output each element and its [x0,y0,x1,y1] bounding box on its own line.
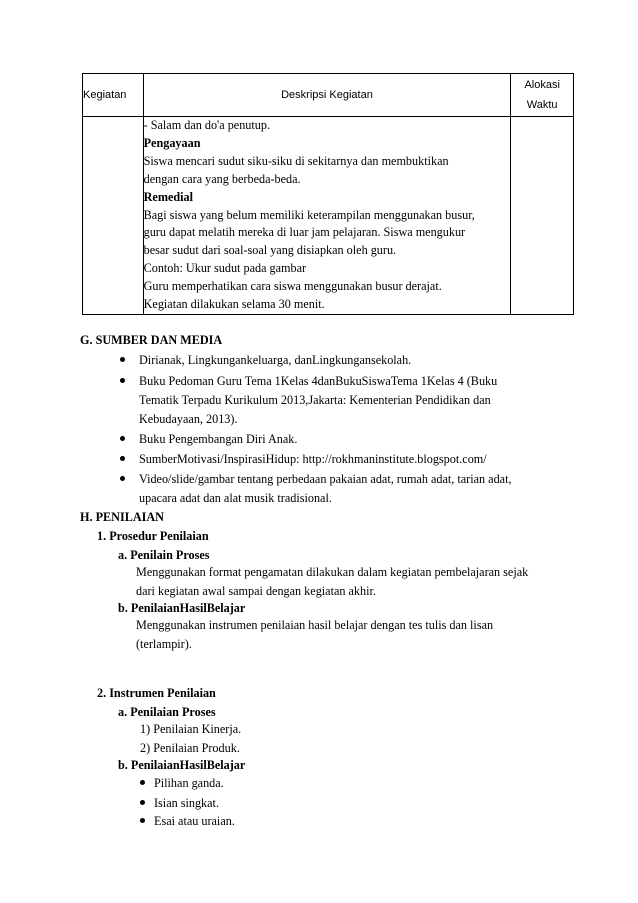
desc-heading-pengayaan: Pengayaan [143,135,201,150]
list-item-cont: Tematik Terpadu Kurikulum 2013,Jakarta: Kementerian Pendidikan dan [139,393,491,407]
bullet-icon [140,800,145,805]
desc-line: besar sudut dari soal-soal yang disiapkan oleh guru. [143,243,397,258]
table-row [83,117,574,315]
bullet-icon [120,456,125,461]
paragraph-line: Menggunakan instrumen penilaian hasil belajar dengan tes tulis dan lisan [136,618,494,632]
desc-line: Kegiatan dilakukan selama 30 menit. [143,297,325,312]
list-item: Dirianak, Lingkungankeluarga, danLingkungansekolah. [139,353,412,367]
section-g-title: G. SUMBER DAN MEDIA [80,333,223,347]
numbered-item: 2) Penilaian Produk. [140,741,240,755]
subsection-penilaian-hasil-title: b. PenilaianHasilBelajar [118,758,246,772]
subsection-hasil-belajar-title: b. PenilaianHasilBelajar [118,601,246,615]
desc-line: Bagi siswa yang belum memiliki keterampilan menggunakan busur, [143,207,475,222]
desc-line: Contoh: Ukur sudut pada gambar [143,261,307,276]
cell-kegiatan [83,117,144,315]
list-item-cont: Kebudayaan, 2013). [139,412,238,426]
desc-line: dengan cara yang berbeda-beda. [143,171,301,186]
subsection-penilain-proses-title: a. Penilain Proses [118,548,210,562]
bullet-icon [120,476,125,481]
header-deskripsi: Deskripsi Kegiatan [143,74,511,117]
section-h-title: H. PENILAIAN [80,510,164,524]
list-item: Video/slide/gambar tentang perbedaan pakaian adat, rumah adat, tarian adat, [139,472,512,486]
list-item-cont: upacara adat dan alat musik tradisional. [139,491,332,505]
paragraph-line: (terlampir). [136,637,192,651]
list-item: SumberMotivasi/InspirasiHidup: http://rokhmaninstitute.blogspot.com/ [139,452,487,466]
header-kegiatan: Kegiatan [83,74,144,117]
desc-line: Siswa mencari sudut siku-siku di sekitarnya dan membuktikan [143,153,449,168]
cell-alokasi [511,117,574,315]
subsection-prosedur-title: 1. Prosedur Penilaian [97,529,209,543]
paragraph-line: dari kegiatan awal sampai dengan kegiatan akhir. [136,584,376,598]
bullet-icon [120,378,125,383]
bullet-icon [140,780,145,785]
header-alokasi-line2: Waktu [526,99,558,111]
list-item: Esai atau uraian. [154,814,235,828]
list-item: Pilihan ganda. [154,776,224,790]
list-item: Buku Pedoman Guru Tema 1Kelas 4danBukuSiswaTema 1Kelas 4 (Buku [139,374,498,388]
desc-heading-remedial: Remedial [143,189,194,204]
list-item: Buku Pengembangan Diri Anak. [139,432,298,446]
table-header-row [83,74,574,117]
subsection-instrumen-title: 2. Instrumen Penilaian [97,686,216,700]
desc-line: - Salam dan do'a penutup. [143,118,271,132]
bullet-icon [140,818,145,823]
header-alokasi [511,74,574,117]
bullet-icon [120,436,125,441]
activity-table [82,73,574,315]
paragraph-line: Menggunakan format pengamatan dilakukan dalam kegiatan pembelajaran sejak [136,565,529,579]
desc-line: guru dapat melatih mereka di luar jam pelajaran. Siswa mengukur [143,225,466,240]
bullet-icon [120,357,125,362]
desc-line: Guru memperhatikan cara siswa menggunakan busur derajat. [143,279,442,294]
numbered-item: 1) Penilaian Kinerja. [140,722,242,736]
list-item: Isian singkat. [154,796,219,810]
header-alokasi-line1: Alokasi [524,79,560,91]
cell-deskripsi [143,117,511,315]
subsection-penilaian-proses-title: a. Penilaian Proses [118,705,216,719]
